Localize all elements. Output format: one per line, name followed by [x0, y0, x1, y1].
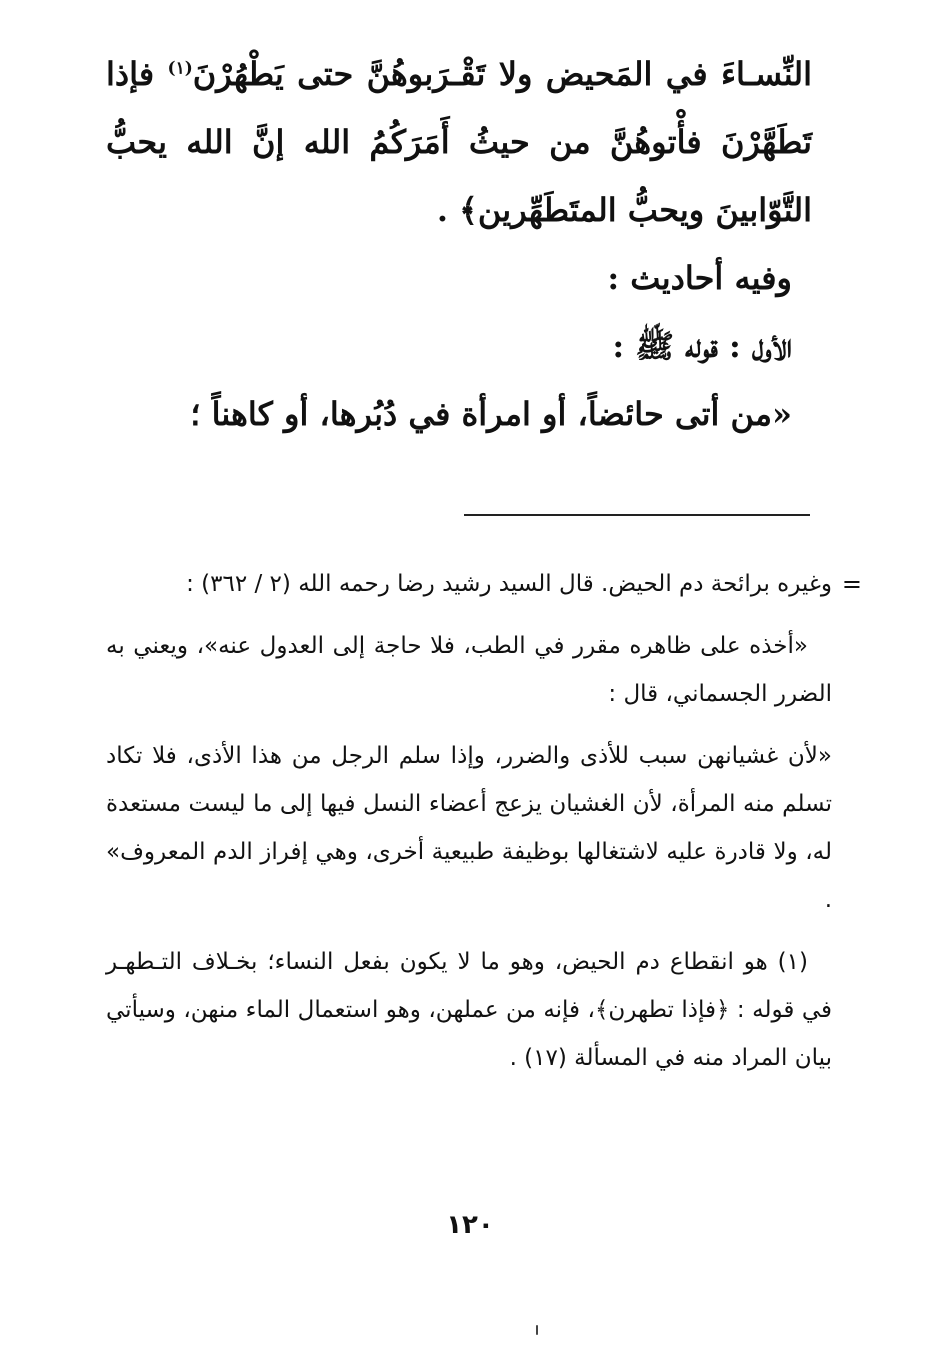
scan-mark — [536, 1325, 538, 1335]
footnotes — [106, 560, 862, 1096]
continuation-mark: = — [841, 570, 862, 598]
verse-text-continued: فإذا تَطَهَّرْنَ فأْتوهُنَّ من حيثُ أَمَرَكُمُ الله إنَّ الله يحبُّ التَّوّابينَ ويحبُّ المتَطَهِّرين﴾ . — [106, 55, 812, 229]
footnote-reference[interactable]: (١) — [167, 58, 193, 79]
verse-text: النِّسـاءَ في المَحيض ولا تَقْـرَبوهُنَّ حتى يَطْهُرْنَ — [192, 55, 813, 93]
page-number: ١٢٠ — [446, 1210, 494, 1240]
footnote-1: (١) هو انقطاع دم الحيض، وهو ما لا يكون بفعل النساء؛ بخـلاف التـطهـر في قوله : ﴿فإذا تطهرن﴾، فإنه من عملهن، وهو استعمال الماء منهن، وسيأتي بيان المراد منه في المسألة (١٧) . — [106, 949, 832, 1071]
hadith-text: «من أتى حائضاً، أو امرأة في دُبُرها، أو كاهناً ؛ — [190, 395, 792, 433]
continued-footnote — [106, 560, 862, 608]
quote-paragraph-2: «لأن غشيانهن سبب للأذى والضرر، وإذا سلم الرجل من هذا الأذى، فلا تكاد تسلم منه المرأة، لأن الغشيان يزعج أعضاء النسل فيها إلى ما ليست مستعدة له، ولا قادرة عليه لاشتغالها بوظيفة طبيعية أخرى، وهي إفراز الدم المعروف» . — [106, 743, 832, 913]
verse-paragraph — [106, 40, 812, 244]
section-intro: وفيه أحاديث : — [607, 259, 792, 297]
quote-paragraph-1: «أخذه على ظاهره مقرر في الطب، فلا حاجة إلى العدول عنه»، ويعني به الضرر الجسماني، قال : — [106, 633, 832, 707]
first-hadith-heading: الأول : قوله ﷺ : — [612, 327, 792, 365]
continued-footnote-text: وغيره برائحة دم الحيض. قال السيد رشيد رضا رحمه الله (٢ / ٣٦٢) : — [186, 571, 832, 597]
footnote-divider — [464, 514, 810, 516]
main-text — [106, 40, 812, 448]
